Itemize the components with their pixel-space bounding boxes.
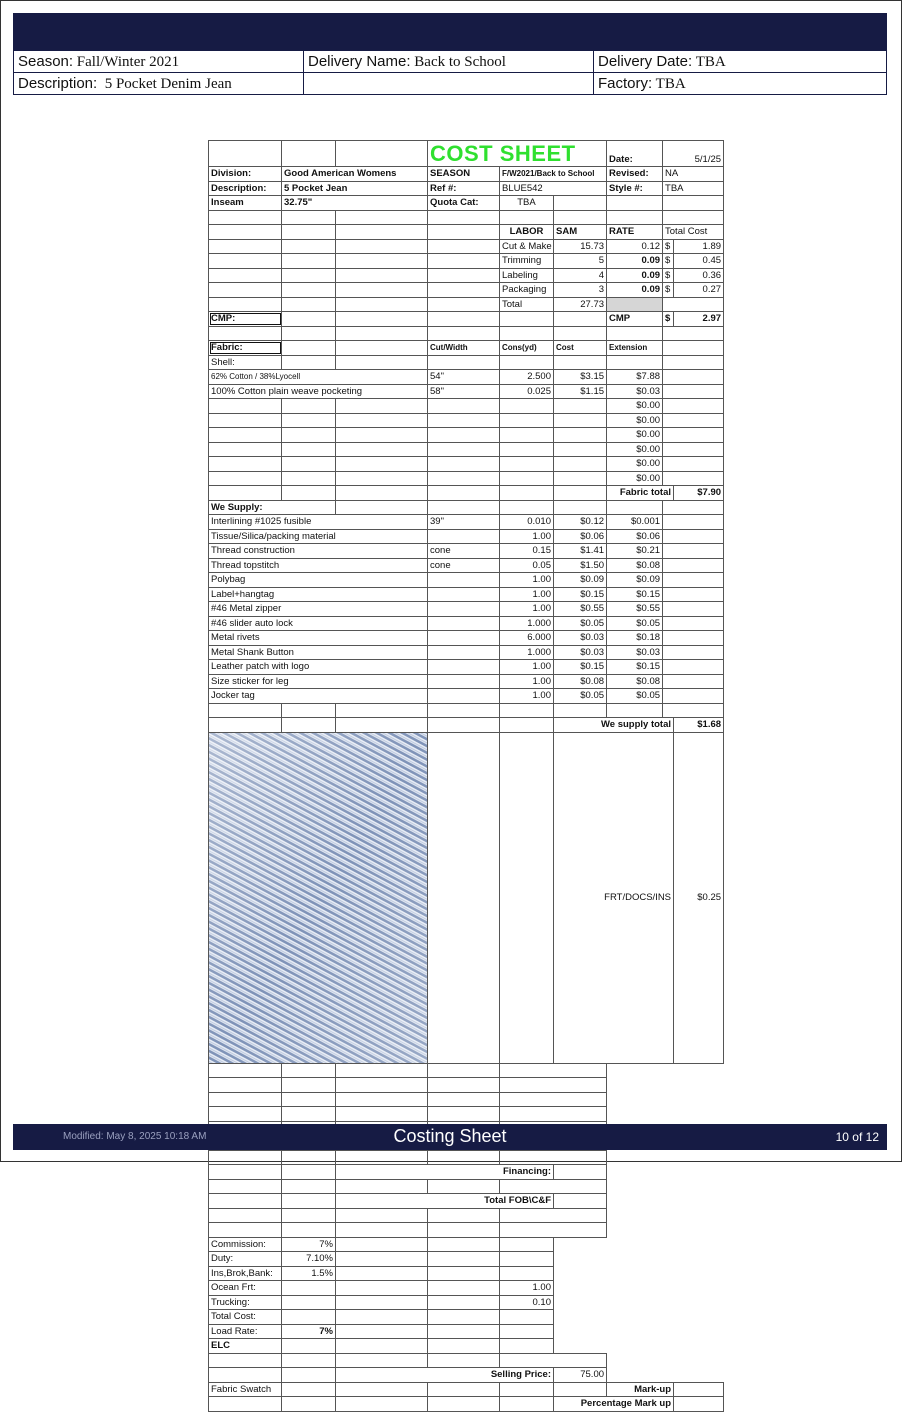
delivery-date-cell [594, 51, 887, 73]
fabric-ext: $0.00 [607, 457, 663, 472]
frt-value: $0.25 [674, 732, 724, 1063]
fabric-label: Fabric: [209, 341, 282, 356]
supply-row [209, 529, 724, 544]
financing-label: Financing: [336, 1165, 554, 1180]
we-supply-total-label: We supply total [554, 718, 674, 733]
fabric-total-value: $7.90 [674, 486, 724, 501]
load-rate-value: 7% [282, 1324, 336, 1339]
fabric-ext: $0.00 [607, 399, 663, 414]
delivery-date-value: TBA [695, 53, 726, 70]
selling-price-value: 75.00 [554, 1368, 607, 1383]
summary-row [209, 1150, 724, 1165]
cmp-currency: $ [663, 312, 674, 327]
ocean-value: 1.00 [500, 1281, 554, 1296]
fabric-empty-row [209, 413, 724, 428]
supply-ext: $0.18 [607, 631, 663, 646]
supply-row [209, 544, 724, 559]
total-cost-header: Total Cost [663, 225, 724, 240]
summary-row [209, 1368, 724, 1383]
supply-ext: $0.15 [607, 587, 663, 602]
supply-cons: 1.00 [500, 529, 554, 544]
labor-row [209, 268, 724, 283]
duty-label: Duty: [209, 1252, 282, 1267]
summary-row [209, 1281, 724, 1296]
supply-cons: 1.00 [500, 602, 554, 617]
summary-row [209, 1223, 724, 1238]
header-info-table [13, 50, 887, 95]
delivery-name-value: Back to School [414, 53, 506, 70]
supply-name: Interlining #1025 fusible [209, 515, 428, 530]
supply-width [428, 645, 500, 660]
supply-row [209, 689, 724, 704]
labor-currency: $ [663, 268, 674, 283]
supply-ext: $0.08 [607, 674, 663, 689]
supply-cons: 0.15 [500, 544, 554, 559]
fabric-ext: $0.00 [607, 413, 663, 428]
division-value: Good American Womens [282, 167, 428, 182]
season-value: Fall/Winter 2021 [76, 53, 180, 70]
supply-row [209, 631, 724, 646]
supply-cost: $0.12 [554, 515, 607, 530]
cmp-value: 2.97 [674, 312, 724, 327]
supply-name: #46 slider auto lock [209, 616, 428, 631]
supply-cons: 1.00 [500, 587, 554, 602]
supply-ext: $0.03 [607, 645, 663, 660]
cost-sheet-table [208, 140, 724, 1412]
summary-row [209, 1078, 724, 1093]
load-rate-label: Load Rate: [209, 1324, 282, 1339]
supply-name: Label+hangtag [209, 587, 428, 602]
delivery-name-cell [304, 51, 594, 73]
date-value: 5/1/25 [663, 141, 724, 167]
labor-currency: $ [663, 283, 674, 298]
supply-row [209, 558, 724, 573]
we-supply-label: We Supply: [209, 500, 336, 515]
labor-total: 0.45 [674, 254, 724, 269]
supply-ext: $0.15 [607, 660, 663, 675]
supply-cost: $1.41 [554, 544, 607, 559]
fabric-ext: $7.88 [607, 370, 663, 385]
date-label: Date: [607, 141, 663, 167]
summary-row [209, 1179, 724, 1194]
supply-name: Jocker tag [209, 689, 428, 704]
supply-name: Size sticker for leg [209, 674, 428, 689]
supply-row [209, 660, 724, 675]
description-label: Description: [209, 181, 282, 196]
supply-row [209, 515, 724, 530]
fabric-empty-row [209, 399, 724, 414]
summary-row [209, 1092, 724, 1107]
fabric-row [209, 370, 724, 385]
fabric-ext: $0.00 [607, 442, 663, 457]
elc-label: ELC [209, 1339, 282, 1354]
labor-rate: 0.09 [607, 283, 663, 298]
division-label: Division: [209, 167, 282, 182]
ins-label: Ins,Brok,Bank: [209, 1266, 282, 1281]
cost-header: Cost [554, 341, 607, 356]
labor-rate: 0.09 [607, 254, 663, 269]
header-bar [13, 13, 887, 50]
supply-ext: $0.55 [607, 602, 663, 617]
supply-row [209, 602, 724, 617]
cost-sheet-title: COST SHEET [428, 141, 607, 167]
supply-cost: $0.15 [554, 587, 607, 602]
labor-sam: 3 [554, 283, 607, 298]
fabric-ext: $0.00 [607, 428, 663, 443]
supply-ext: $0.001 [607, 515, 663, 530]
factory-value: TBA [655, 75, 686, 92]
total-fob-label: Total FOB\C&F [336, 1194, 554, 1209]
labor-header: LABOR [500, 225, 554, 240]
empty-cell [304, 73, 594, 95]
description-label: Description: [18, 74, 98, 92]
fabric-cost: $1.15 [554, 384, 607, 399]
summary-row [209, 1194, 724, 1209]
supply-width: cone [428, 544, 500, 559]
trucking-label: Trucking: [209, 1295, 282, 1310]
season-value: F/W2021/Back to School [500, 167, 607, 182]
supply-cost: $0.03 [554, 645, 607, 660]
fabric-cons: 2.500 [500, 370, 554, 385]
supply-width [428, 674, 500, 689]
fabric-name: 62% Cotton / 38%Lyocell [209, 370, 428, 385]
summary-row [209, 1339, 724, 1354]
labor-row [209, 283, 724, 298]
fabric-empty-row [209, 428, 724, 443]
supply-cons: 1.00 [500, 674, 554, 689]
ref-label: Ref #: [428, 181, 500, 196]
summary-row [209, 1237, 724, 1252]
supply-cons: 1.00 [500, 573, 554, 588]
summary-row [209, 1063, 724, 1078]
supply-width [428, 631, 500, 646]
footer-title: Costing Sheet [393, 1126, 507, 1146]
supply-cost: $0.06 [554, 529, 607, 544]
summary-row [209, 1310, 724, 1325]
season-label: Season: [18, 52, 74, 70]
labor-row [209, 254, 724, 269]
labor-sam: 5 [554, 254, 607, 269]
labor-sam: 4 [554, 268, 607, 283]
rate-header: RATE [607, 225, 663, 240]
labor-total: 0.27 [674, 283, 724, 298]
supply-width [428, 587, 500, 602]
cmp-label: CMP: [209, 312, 282, 327]
supply-ext: $0.08 [607, 558, 663, 573]
supply-cons: 1.00 [500, 660, 554, 675]
duty-value: 7.10% [282, 1252, 336, 1267]
supply-cons: 6.000 [500, 631, 554, 646]
fabric-swatch-image [209, 732, 428, 1063]
supply-cons: 1.000 [500, 616, 554, 631]
labor-rate: 0.12 [607, 239, 663, 254]
revised-value: NA [663, 167, 724, 182]
fabric-width: 58" [428, 384, 500, 399]
supply-width [428, 529, 500, 544]
supply-cons: 0.010 [500, 515, 554, 530]
inseam-value: 32.75" [282, 196, 428, 211]
summary-row [209, 1252, 724, 1267]
mark-up-label: Mark-up [607, 1382, 674, 1397]
supply-name: Metal rivets [209, 631, 428, 646]
selling-price-label: Selling Price: [336, 1368, 554, 1383]
modified-date: Modified: May 8, 2025 10:18 AM [63, 1131, 207, 1142]
supply-width [428, 602, 500, 617]
fabric-ext: $0.00 [607, 471, 663, 486]
supply-cost: $0.55 [554, 602, 607, 617]
supply-name: Polybag [209, 573, 428, 588]
ins-value: 1.5% [282, 1266, 336, 1281]
ref-value: BLUE542 [500, 181, 607, 196]
summary-row [209, 1165, 724, 1180]
denim-swatch-svg [209, 733, 427, 1063]
supply-ext: $0.21 [607, 544, 663, 559]
supply-width [428, 660, 500, 675]
supply-name: #46 Metal zipper [209, 602, 428, 617]
fabric-empty-row [209, 457, 724, 472]
supply-ext: $0.05 [607, 616, 663, 631]
labor-name: Trimming [500, 254, 554, 269]
labor-total: 0.36 [674, 268, 724, 283]
summary-row [209, 1266, 724, 1281]
summary-row [209, 1324, 724, 1339]
we-supply-total-value: $1.68 [674, 718, 724, 733]
supply-cons: 0.05 [500, 558, 554, 573]
percentage-mark-up-label: Percentage Mark up [554, 1397, 674, 1412]
revised-label: Revised: [607, 167, 663, 182]
ocean-label: Ocean Frt: [209, 1281, 282, 1296]
supply-name: Metal Shank Button [209, 645, 428, 660]
supply-name: Thread construction [209, 544, 428, 559]
trucking-value: 0.10 [500, 1295, 554, 1310]
supply-cost: $0.09 [554, 573, 607, 588]
commission-label: Commission: [209, 1237, 282, 1252]
labor-name: Labeling [500, 268, 554, 283]
supply-cost: $1.50 [554, 558, 607, 573]
supply-row [209, 674, 724, 689]
quota-value: TBA [500, 196, 554, 211]
fabric-width: 54" [428, 370, 500, 385]
supply-row [209, 616, 724, 631]
labor-row [209, 239, 724, 254]
summary-row [209, 1295, 724, 1310]
cmp-label-2: CMP [607, 312, 663, 327]
supply-width [428, 616, 500, 631]
fabric-swatch-label: Fabric Swatch [209, 1382, 282, 1397]
style-label: Style #: [607, 181, 663, 196]
frt-label: FRT/DOCS/INS [554, 732, 674, 1063]
delivery-date-label: Delivery Date: [598, 52, 693, 70]
fabric-total-label: Fabric total [607, 486, 674, 501]
labor-rate: 0.09 [607, 268, 663, 283]
quota-label: Quota Cat: [428, 196, 500, 211]
supply-name: Leather patch with logo [209, 660, 428, 675]
summary-row [209, 1353, 724, 1368]
supply-row [209, 573, 724, 588]
season-label: SEASON [428, 167, 500, 182]
description-cell [14, 73, 304, 95]
factory-cell [594, 73, 887, 95]
supply-cost: $0.15 [554, 660, 607, 675]
labor-total-label: Total [500, 297, 554, 312]
supply-cost: $0.05 [554, 689, 607, 704]
footer-bar [13, 1124, 887, 1150]
supply-cons: 1.00 [500, 689, 554, 704]
supply-ext: $0.09 [607, 573, 663, 588]
delivery-name-label: Delivery Name: [308, 52, 411, 70]
factory-label: Factory: [598, 74, 653, 92]
total-cost-label: Total Cost: [209, 1310, 282, 1325]
fabric-empty-row [209, 471, 724, 486]
supply-width [428, 573, 500, 588]
fabric-empty-row [209, 442, 724, 457]
supply-cost: $0.03 [554, 631, 607, 646]
supply-row [209, 587, 724, 602]
fabric-cons: 0.025 [500, 384, 554, 399]
extension-header: Extension [607, 341, 663, 356]
style-value: TBA [663, 181, 724, 196]
page-number: 10 of 12 [835, 1130, 879, 1144]
summary-row [209, 1208, 724, 1223]
sam-header: SAM [554, 225, 607, 240]
fabric-ext: $0.03 [607, 384, 663, 399]
supply-width [428, 689, 500, 704]
summary-row [209, 1107, 724, 1122]
supply-ext: $0.06 [607, 529, 663, 544]
supply-name: Thread topstitch [209, 558, 428, 573]
description-value: 5 Pocket Jean [282, 181, 428, 196]
supply-name: Tissue/Silica/packing material [209, 529, 428, 544]
fabric-cost: $3.15 [554, 370, 607, 385]
labor-total: 1.89 [674, 239, 724, 254]
description-value: 5 Pocket Denim Jean [104, 75, 232, 92]
labor-name: Cut & Make [500, 239, 554, 254]
labor-sam: 15.73 [554, 239, 607, 254]
supply-ext: $0.05 [607, 689, 663, 704]
fabric-row [209, 384, 724, 399]
supply-cons: 1.000 [500, 645, 554, 660]
inseam-label: Inseam [209, 196, 282, 211]
supply-width: 39" [428, 515, 500, 530]
cut-width-header: Cut/Width [428, 341, 500, 356]
cons-header: Cons(yd) [500, 341, 554, 356]
fabric-name: 100% Cotton plain weave pocketing [209, 384, 428, 399]
shell-label: Shell: [209, 355, 282, 370]
labor-currency: $ [663, 254, 674, 269]
supply-cost: $0.05 [554, 616, 607, 631]
labor-name: Packaging [500, 283, 554, 298]
supply-width: cone [428, 558, 500, 573]
season-cell [14, 51, 304, 73]
supply-cost: $0.08 [554, 674, 607, 689]
commission-value: 7% [282, 1237, 336, 1252]
supply-row [209, 645, 724, 660]
labor-total-sam: 27.73 [554, 297, 607, 312]
labor-currency: $ [663, 239, 674, 254]
